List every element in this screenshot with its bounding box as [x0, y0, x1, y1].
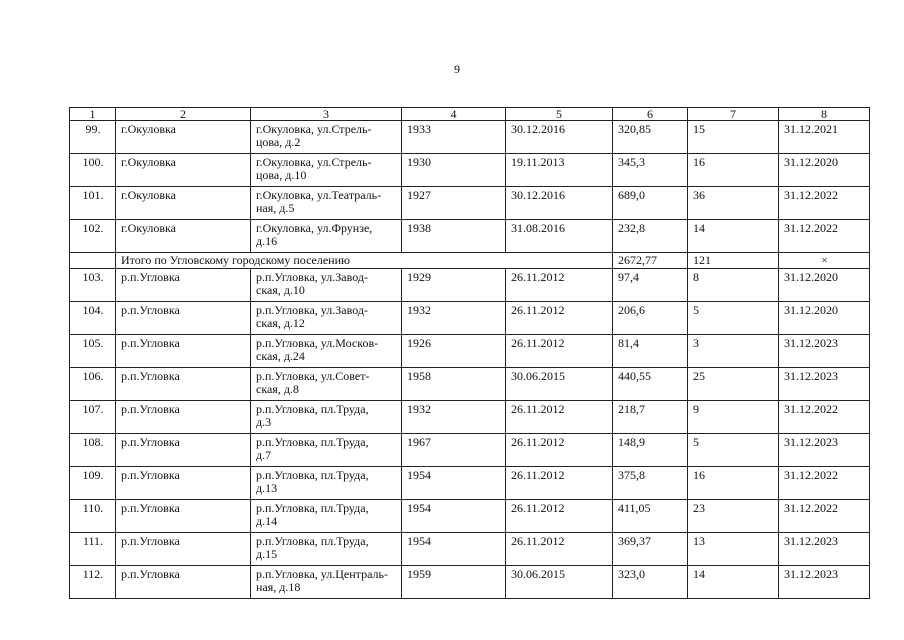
deadline-cell: 31.12.2023 [779, 368, 870, 401]
subtotal-label: Итого по Угловскому городскому поселению [116, 253, 613, 269]
year-built-cell: 1930 [402, 154, 506, 187]
address-cell: р.п.Угловка, ул.Завод- ская, д.12 [251, 302, 402, 335]
row-number-cell: 104. [70, 302, 116, 335]
subtotal-area: 2672,77 [613, 253, 688, 269]
area-cell: 689,0 [613, 187, 688, 220]
date-cell: 26.11.2012 [506, 500, 613, 533]
area-cell: 411,05 [613, 500, 688, 533]
table-row [70, 154, 870, 187]
subtotal-residents: 121 [688, 253, 779, 269]
date-cell: 19.11.2013 [506, 154, 613, 187]
residents-cell: 23 [688, 500, 779, 533]
address-cell: р.п.Угловка, пл.Труда, д.7 [251, 434, 402, 467]
table-row [70, 368, 870, 401]
residents-cell: 36 [688, 187, 779, 220]
address-cell: р.п.Угловка, пл.Труда, д.15 [251, 533, 402, 566]
row-number-cell: 110. [70, 500, 116, 533]
table-row [70, 401, 870, 434]
deadline-cell: 31.12.2022 [779, 187, 870, 220]
date-cell: 26.11.2012 [506, 467, 613, 500]
date-cell: 31.08.2016 [506, 220, 613, 253]
column-header: 7 [688, 108, 779, 121]
table-row [70, 220, 870, 253]
settlement-cell: р.п.Угловка [116, 335, 251, 368]
residents-cell: 3 [688, 335, 779, 368]
settlement-cell: р.п.Угловка [116, 302, 251, 335]
year-built-cell: 1967 [402, 434, 506, 467]
deadline-cell: 31.12.2023 [779, 566, 870, 599]
row-number-cell: 111. [70, 533, 116, 566]
settlement-cell: р.п.Угловка [116, 269, 251, 302]
date-cell: 26.11.2012 [506, 434, 613, 467]
row-number-cell: 106. [70, 368, 116, 401]
residents-cell: 5 [688, 434, 779, 467]
area-cell: 375,8 [613, 467, 688, 500]
area-cell: 345,3 [613, 154, 688, 187]
area-cell: 369,37 [613, 533, 688, 566]
address-cell: р.п.Угловка, пл.Труда, д.14 [251, 500, 402, 533]
deadline-cell: 31.12.2020 [779, 269, 870, 302]
address-cell: р.п.Угловка, ул.Совет- ская, д.8 [251, 368, 402, 401]
housing-registry-table [69, 107, 870, 599]
residents-cell: 15 [688, 121, 779, 154]
table-row [70, 533, 870, 566]
table-row [70, 500, 870, 533]
row-number-cell: 108. [70, 434, 116, 467]
table-row [70, 121, 870, 154]
year-built-cell: 1954 [402, 533, 506, 566]
settlement-cell: р.п.Угловка [116, 566, 251, 599]
deadline-cell: 31.12.2022 [779, 467, 870, 500]
residents-cell: 5 [688, 302, 779, 335]
column-header: 4 [402, 108, 506, 121]
column-header: 1 [70, 108, 116, 121]
page-number: 9 [454, 62, 460, 76]
residents-cell: 8 [688, 269, 779, 302]
table-row [70, 269, 870, 302]
settlement-cell: р.п.Угловка [116, 368, 251, 401]
area-cell: 206,6 [613, 302, 688, 335]
area-cell: 81,4 [613, 335, 688, 368]
area-cell: 148,9 [613, 434, 688, 467]
residents-cell: 16 [688, 467, 779, 500]
address-cell: г.Окуловка, ул.Фрунзе, д.16 [251, 220, 402, 253]
column-header: 2 [116, 108, 251, 121]
year-built-cell: 1926 [402, 335, 506, 368]
residents-cell: 13 [688, 533, 779, 566]
address-cell: р.п.Угловка, ул.Централь- ная, д.18 [251, 566, 402, 599]
year-built-cell: 1929 [402, 269, 506, 302]
settlement-cell: р.п.Угловка [116, 467, 251, 500]
year-built-cell: 1954 [402, 467, 506, 500]
residents-cell: 14 [688, 220, 779, 253]
year-built-cell: 1927 [402, 187, 506, 220]
address-cell: г.Окуловка, ул.Стрель- цова, д.2 [251, 121, 402, 154]
deadline-cell: 31.12.2023 [779, 434, 870, 467]
residents-cell: 9 [688, 401, 779, 434]
settlement-cell: г.Окуловка [116, 187, 251, 220]
residents-cell: 14 [688, 566, 779, 599]
area-cell: 320,85 [613, 121, 688, 154]
address-cell: р.п.Угловка, пл.Труда, д.3 [251, 401, 402, 434]
deadline-cell: 31.12.2022 [779, 500, 870, 533]
address-cell: г.Окуловка, ул.Стрель- цова, д.10 [251, 154, 402, 187]
settlement-cell: р.п.Угловка [116, 434, 251, 467]
table-row [70, 187, 870, 220]
subtotal-empty-cell [70, 253, 116, 269]
settlement-cell: р.п.Угловка [116, 500, 251, 533]
residents-cell: 16 [688, 154, 779, 187]
date-cell: 30.12.2016 [506, 121, 613, 154]
subtotal-row [70, 253, 870, 269]
date-cell: 26.11.2012 [506, 401, 613, 434]
row-number-cell: 109. [70, 467, 116, 500]
row-number-cell: 107. [70, 401, 116, 434]
row-number-cell: 100. [70, 154, 116, 187]
column-header: 8 [779, 108, 870, 121]
deadline-cell: 31.12.2022 [779, 401, 870, 434]
area-cell: 232,8 [613, 220, 688, 253]
address-cell: р.п.Угловка, ул.Завод- ская, д.10 [251, 269, 402, 302]
column-header: 6 [613, 108, 688, 121]
date-cell: 30.06.2015 [506, 368, 613, 401]
residents-cell: 25 [688, 368, 779, 401]
date-cell: 30.12.2016 [506, 187, 613, 220]
year-built-cell: 1958 [402, 368, 506, 401]
address-cell: г.Окуловка, ул.Театраль- ная, д.5 [251, 187, 402, 220]
settlement-cell: г.Окуловка [116, 154, 251, 187]
table-row [70, 335, 870, 368]
table-row [70, 434, 870, 467]
deadline-cell: 31.12.2021 [779, 121, 870, 154]
settlement-cell: г.Окуловка [116, 220, 251, 253]
year-built-cell: 1938 [402, 220, 506, 253]
area-cell: 440,55 [613, 368, 688, 401]
column-header: 5 [506, 108, 613, 121]
year-built-cell: 1954 [402, 500, 506, 533]
table-row [70, 566, 870, 599]
address-cell: р.п.Угловка, ул.Москов- ская, д.24 [251, 335, 402, 368]
date-cell: 26.11.2012 [506, 533, 613, 566]
year-built-cell: 1933 [402, 121, 506, 154]
subtotal-deadline-mark: × [779, 253, 870, 269]
row-number-cell: 112. [70, 566, 116, 599]
address-cell: р.п.Угловка, пл.Труда, д.13 [251, 467, 402, 500]
deadline-cell: 31.12.2020 [779, 154, 870, 187]
table-body [70, 108, 870, 599]
settlement-cell: г.Окуловка [116, 121, 251, 154]
row-number-cell: 101. [70, 187, 116, 220]
deadline-cell: 31.12.2023 [779, 335, 870, 368]
table-row [70, 302, 870, 335]
deadline-cell: 31.12.2023 [779, 533, 870, 566]
area-cell: 218,7 [613, 401, 688, 434]
date-cell: 30.06.2015 [506, 566, 613, 599]
deadline-cell: 31.12.2022 [779, 220, 870, 253]
row-number-cell: 102. [70, 220, 116, 253]
year-built-cell: 1959 [402, 566, 506, 599]
deadline-cell: 31.12.2020 [779, 302, 870, 335]
year-built-cell: 1932 [402, 302, 506, 335]
settlement-cell: р.п.Угловка [116, 401, 251, 434]
settlement-cell: р.п.Угловка [116, 533, 251, 566]
year-built-cell: 1932 [402, 401, 506, 434]
row-number-cell: 99. [70, 121, 116, 154]
table-row [70, 467, 870, 500]
area-cell: 97,4 [613, 269, 688, 302]
date-cell: 26.11.2012 [506, 335, 613, 368]
date-cell: 26.11.2012 [506, 302, 613, 335]
row-number-cell: 103. [70, 269, 116, 302]
date-cell: 26.11.2012 [506, 269, 613, 302]
row-number-cell: 105. [70, 335, 116, 368]
column-header: 3 [251, 108, 402, 121]
column-number-row [70, 108, 870, 121]
area-cell: 323,0 [613, 566, 688, 599]
